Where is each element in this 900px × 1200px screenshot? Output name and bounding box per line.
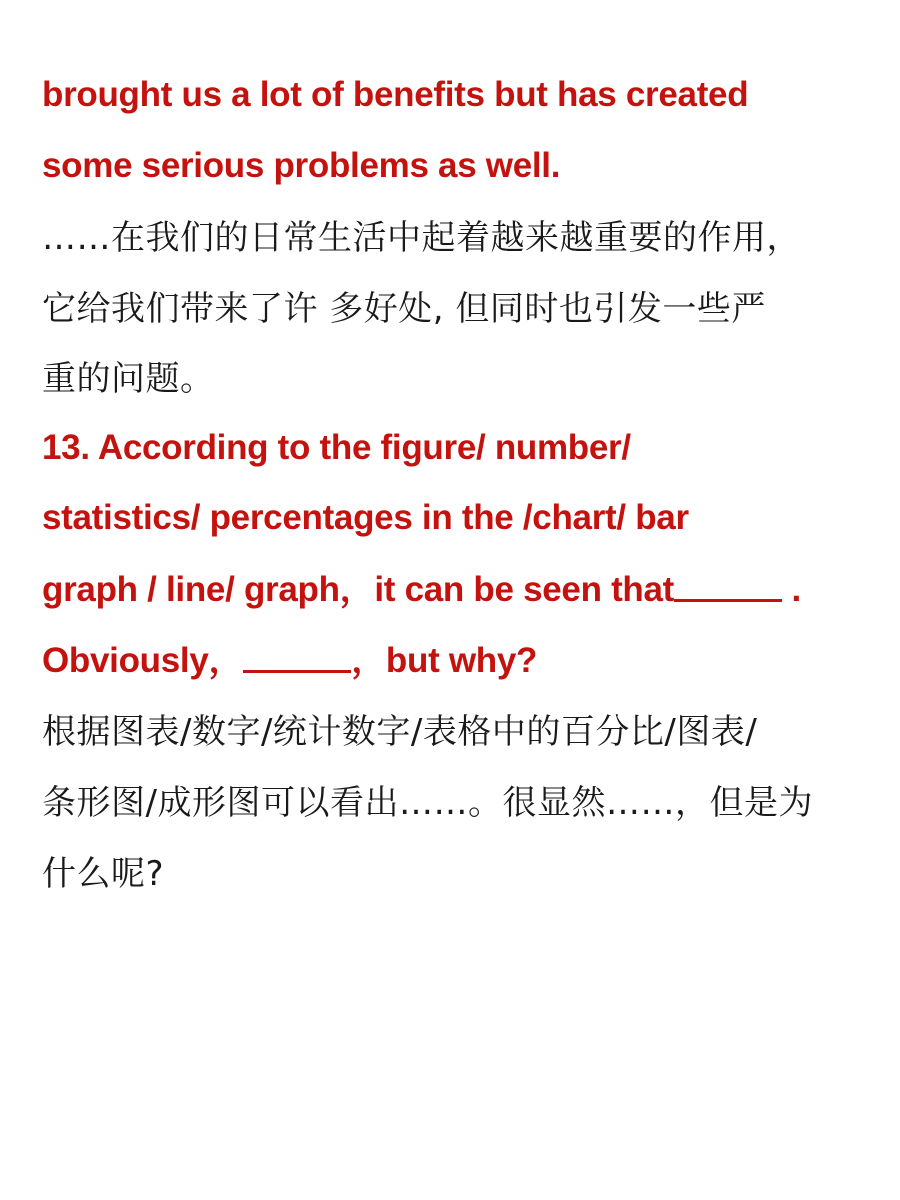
item13-obviously-text: Obviously， — [42, 641, 244, 680]
item13-english-line-4 — [42, 643, 537, 678]
item13-english-line-2: statistics/ percentages in the /chart/ bar — [42, 498, 689, 537]
item13-chinese-line-3: 什么呢? — [42, 854, 165, 894]
intro-chinese-line-1: ……在我们的日常生活中起着越来越重要的作用， — [42, 218, 801, 258]
intro-english-line-1: brought us a lot of benefits but has created — [42, 75, 749, 114]
fill-in-blank-2 — [243, 670, 351, 673]
item13-english-line-3-text: graph / line/ graph，it can be seen that — [42, 570, 675, 609]
item13-chinese-line-2: 条形图/成形图可以看出……。很显然……，但是为 — [42, 783, 813, 823]
intro-chinese-line-2: 它给我们带来了许 多好处, 但同时也引发一些严 — [42, 289, 766, 329]
item13-english-line-3-end: . — [782, 570, 801, 609]
item13-but-why-text: ，but why? — [351, 641, 538, 680]
fill-in-blank-1 — [674, 599, 782, 602]
intro-chinese-line-3: 重的问题。 — [42, 359, 215, 399]
item13-chinese-line-1: 根据图表/数字/统计数字/表格中的百分比/图表/ — [42, 712, 758, 752]
item13-english-line-3 — [42, 572, 801, 607]
intro-english-line-2: some serious problems as well. — [42, 146, 561, 185]
item13-english-line-1: 13. According to the figure/ number/ — [42, 428, 631, 467]
